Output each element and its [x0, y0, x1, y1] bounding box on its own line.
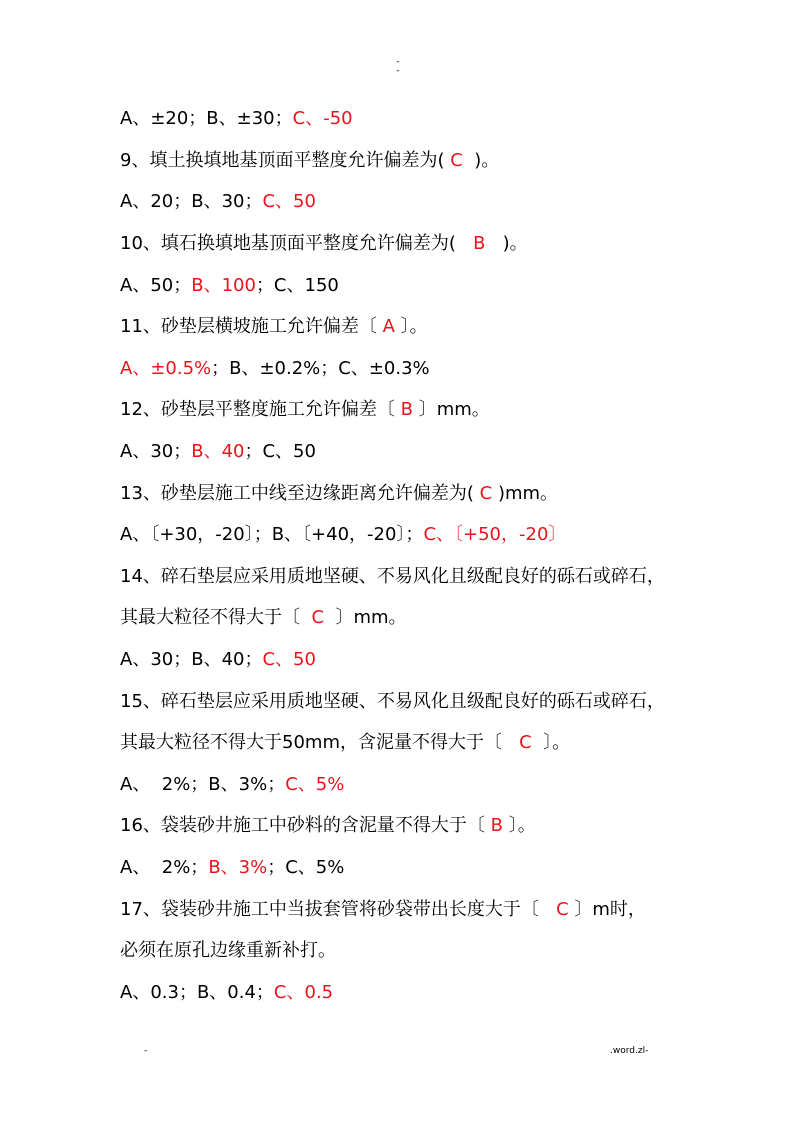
answer-text: C、50 — [262, 649, 316, 670]
question-text: )。 — [462, 150, 500, 171]
question-text: 〕。 — [394, 316, 428, 337]
text-line — [120, 483, 558, 505]
question-text: )。 — [485, 233, 528, 254]
answer-text: C、0.5 — [273, 982, 334, 1003]
question-text: 其最大粒径不得大于50mm，含泥量不得大于〔 — [120, 732, 520, 753]
question-text: ；C、50 — [244, 441, 316, 462]
answer-text: C、〔+50，-20〕 — [423, 524, 567, 545]
question-text: A、〔+30，-20〕；B、〔+40，-20〕； — [120, 524, 424, 545]
question-text: 10、填石换填地基顶面平整度允许偏差为( — [120, 233, 474, 254]
text-line — [120, 982, 333, 1004]
question-text: 17、袋装砂井施工中当拔套管将砂袋带出长度大于〔 — [120, 899, 557, 920]
answer-text: C、50 — [262, 191, 316, 212]
text-line — [120, 399, 490, 421]
answer-text: B、100 — [191, 275, 256, 296]
text-line — [120, 774, 344, 796]
question-text: 〕mm。 — [412, 399, 490, 420]
answer-text: B、3% — [208, 857, 268, 878]
text-line — [120, 524, 566, 546]
question-text: 〕。 — [531, 732, 571, 753]
question-text: ；C、5% — [267, 857, 345, 878]
text-line — [120, 441, 316, 463]
question-text: 9、填土换填地基顶面平整度允许偏差为( — [120, 150, 451, 171]
question-text: 〕m时， — [568, 899, 646, 920]
text-line — [120, 857, 344, 879]
text-line — [120, 940, 336, 962]
question-text: 16、袋装砂井施工中砂料的含泥量不得大于〔 — [120, 815, 491, 836]
footer-left: - — [144, 1046, 148, 1056]
header-mark — [394, 58, 402, 76]
question-text: 14、碎石垫层应采用质地坚硬、不易风化且级配良好的砾石或碎石， — [120, 566, 665, 587]
question-text: A、50； — [120, 275, 192, 296]
answer-text: C — [450, 150, 463, 171]
text-line — [120, 191, 316, 213]
footer-right: .word.zl- — [610, 1046, 649, 1056]
text-line — [120, 566, 665, 588]
text-line — [120, 899, 646, 921]
text-line — [120, 275, 339, 297]
question-text: A、 2%； — [120, 857, 209, 878]
question-text: 12、砂垫层平整度施工允许偏差〔 — [120, 399, 401, 420]
question-text: A、30； — [120, 441, 192, 462]
question-text: 〕mm。 — [324, 607, 407, 628]
question-text: A、±20；B、±30； — [120, 108, 293, 129]
text-line — [120, 108, 353, 130]
text-line — [120, 732, 570, 754]
text-line — [120, 358, 430, 380]
question-text: )mm。 — [492, 483, 559, 504]
question-text: 13、砂垫层施工中线至边缘距离允许偏差为( — [120, 483, 480, 504]
question-text: 15、碎石垫层应采用质地坚硬、不易风化且级配良好的砾石或碎石， — [120, 691, 665, 712]
question-text: 11、砂垫层横坡施工允许偏差〔 — [120, 316, 383, 337]
question-text: ；B、±0.2%；C、±0.3% — [211, 358, 430, 379]
answer-text: C — [479, 483, 493, 504]
answer-text: C、-50 — [292, 108, 353, 129]
answer-text: C — [556, 899, 569, 920]
question-text: 其最大粒径不得大于〔 — [120, 607, 312, 628]
text-line — [120, 233, 528, 255]
answer-text: B — [490, 815, 503, 836]
answer-text: B、40 — [191, 441, 245, 462]
header-mark-top: - — [396, 57, 400, 67]
question-text: 〕。 — [502, 815, 536, 836]
answer-text: A、±0.5% — [120, 358, 212, 379]
answer-text: C、5% — [285, 774, 345, 795]
text-line — [120, 607, 407, 629]
answer-text: B — [400, 399, 413, 420]
question-text: ；C、150 — [255, 275, 339, 296]
text-line — [120, 691, 665, 713]
text-line — [120, 649, 316, 671]
text-line — [120, 316, 428, 338]
answer-text: C — [311, 607, 325, 628]
question-text: A、30；B、40； — [120, 649, 263, 670]
question-text: 必须在原孔边缘重新补打。 — [120, 940, 336, 961]
answer-text: C — [519, 732, 532, 753]
text-line — [120, 815, 536, 837]
text-line — [120, 150, 499, 172]
question-text: A、 2%；B、3%； — [120, 774, 286, 795]
header-mark-bottom: - — [396, 66, 400, 76]
question-text: A、20；B、30； — [120, 191, 263, 212]
answer-text: A — [382, 316, 395, 337]
answer-text: B — [473, 233, 486, 254]
question-text: A、0.3；B、0.4； — [120, 982, 274, 1003]
